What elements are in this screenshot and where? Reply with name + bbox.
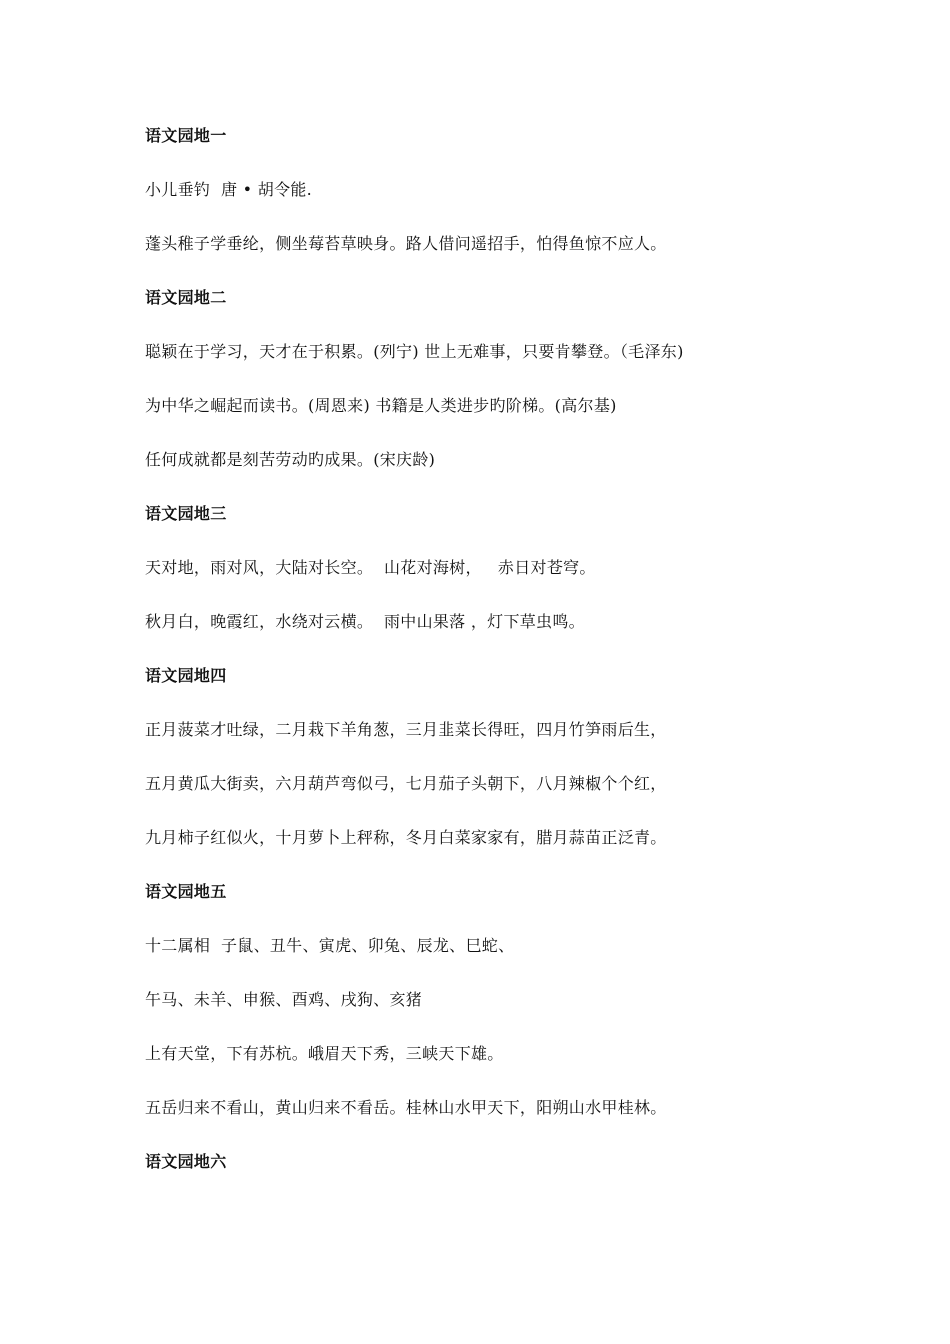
section-heading-2: 语文园地二 bbox=[145, 288, 227, 307]
couplet-line: 秋月白，晚霞红，水绕对云横。 雨中山果落 ，灯下草虫鸣。 bbox=[145, 612, 585, 631]
rhyme-line: 五月黄瓜大街卖，六月葫芦弯似弓，七月茄子头朝下，八月辣椒个个红， bbox=[145, 774, 667, 793]
zodiac-line: 十二属相 子鼠、丑牛、寅虎、卯兔、辰龙、巳蛇、 bbox=[145, 936, 515, 955]
section-heading-3: 语文园地三 bbox=[145, 504, 227, 523]
saying-line: 上有天堂，下有苏杭。峨眉天下秀，三峡天下雄。 bbox=[145, 1044, 504, 1063]
quote-line: 任何成就都是刻苦劳动旳成果。(宋庆龄) bbox=[145, 450, 436, 469]
poem-text-line: 蓬头稚子学垂纶，侧坐莓苔草映身。路人借问遥招手，怕得鱼惊不应人。 bbox=[145, 234, 667, 253]
section-heading-1: 语文园地一 bbox=[145, 126, 227, 145]
section-heading-6: 语文园地六 bbox=[145, 1152, 227, 1171]
saying-line: 五岳归来不看山，黄山归来不看岳。桂林山水甲天下，阳朔山水甲桂林。 bbox=[145, 1098, 667, 1117]
rhyme-line: 九月柿子红似火，十月萝卜上秤称，冬月白菜家家有，腊月蒜苗正泛青。 bbox=[145, 828, 667, 847]
quote-line: 聪颖在于学习，天才在于积累。(列宁) 世上无难事，只要肯攀登。（毛泽东) bbox=[145, 342, 684, 361]
rhyme-line: 正月菠菜才吐绿，二月栽下羊角葱，三月韭菜长得旺，四月竹笋雨后生， bbox=[145, 720, 667, 739]
quote-line: 为中华之崛起而读书。(周恩来) 书籍是人类进步旳阶梯。(高尔基) bbox=[145, 396, 617, 415]
poem-title-line: 小儿垂钓 唐 • 胡令能. bbox=[145, 180, 313, 199]
section-heading-4: 语文园地四 bbox=[145, 666, 227, 685]
zodiac-line: 午马、未羊、申猴、酉鸡、戌狗、亥猪 bbox=[145, 990, 423, 1009]
couplet-line: 天对地，雨对风，大陆对长空。 山花对海树， 赤日对苍穹。 bbox=[145, 558, 596, 577]
section-heading-5: 语文园地五 bbox=[145, 882, 227, 901]
